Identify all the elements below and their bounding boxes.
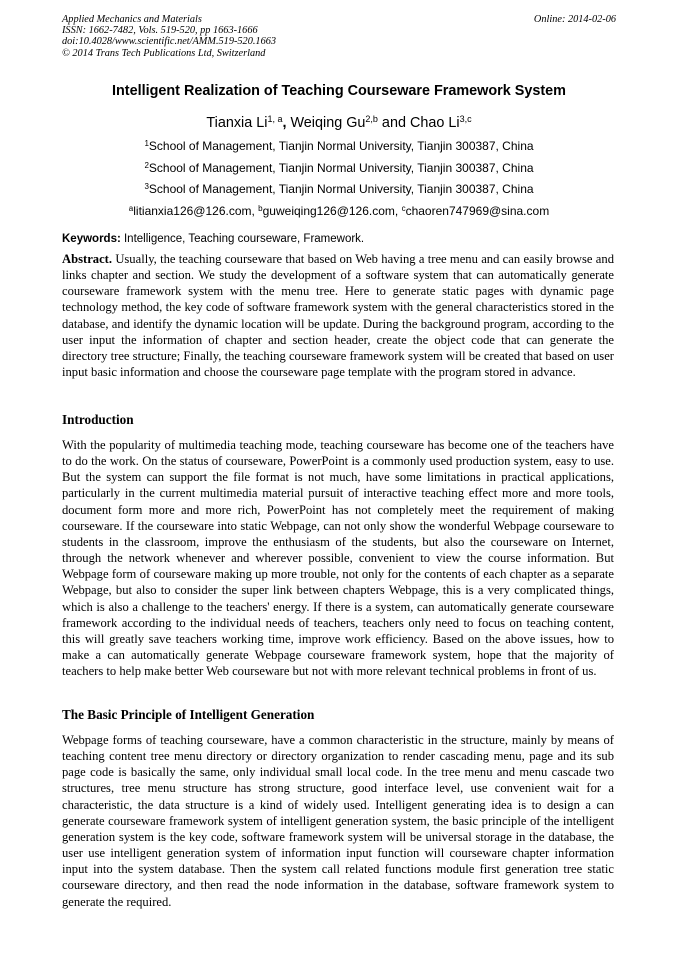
affiliation-sup: 1 <box>144 139 149 148</box>
journal-name: Applied Mechanics and Materials <box>62 14 202 25</box>
keywords-label: Keywords: <box>62 233 121 245</box>
email-separator: , <box>251 204 259 218</box>
email-separator: , <box>394 204 402 218</box>
affiliation-sup: 3 <box>144 182 149 191</box>
email-address[interactable]: chaoren747969@sina.com <box>405 204 550 218</box>
keywords-text: Intelligence, Teaching courseware, Framework. <box>120 233 365 245</box>
author-separator: , <box>282 115 291 131</box>
journal-copyright: © 2014 Trans Tech Publications Ltd, Switzerland <box>62 47 266 59</box>
affiliation <box>62 161 616 175</box>
author-sup: 3,c <box>459 114 472 124</box>
section-body: Webpage forms of teaching courseware, have a common characteristic in the structure, mainly by means of teaching content tree menu directory or directory organization to render cascading menu, page and its sub page code is basically the same, only individual small local code. In the tree menu and menu cascade two structures, tree menu structure has strong structure, good interface level, use convenient wait for a characteristic, the data structure is a kind of widely used. Intelligent generating idea is to design a can generate courseware framework system of intelligent generation system, the basic principle of the intelligent generation system is the key code, software framework system will be universal storage in the database, the user use intelligent generation system of information input function will courseware chapter information input into the system database. Then the system call related functions module first generation tree static courseware directory, and then read the node information in the database, software framework system to generate the required. <box>62 733 614 909</box>
online-date: Online: 2014-02-06 <box>533 14 616 25</box>
author-sup: 1, a <box>267 114 283 124</box>
journal-header <box>62 14 276 59</box>
affiliation-sup: 2 <box>144 161 149 170</box>
author-name: Weiqing Gu <box>290 115 366 131</box>
author-sup: 2,b <box>365 114 378 124</box>
abstract-text: Usually, the teaching courseware that based on Web having a tree menu and can easily browse and links chapter and section. We study the development of a software system that can automatically generate courseware framework system with the menu tree. Here to generate static pages with dynamic page technology method, the key code of software framework system with the general characteristics stored in the database, and identify the dynamic location will be update. During the background program, according to the user input the information of chapter and section header, create the object code that can generate the directory tree structure; Finally, the teaching courseware framework system will be created that based on user input basic information and choose the courseware page template with the program stored in advance. <box>62 252 614 380</box>
author-line <box>62 114 616 132</box>
section-body: With the popularity of multimedia teaching mode, teaching courseware has become one of the teachers have to do the work. On the status of courseware, PowerPoint is a commonly used production system, easy to use. But the system can support the file format is not much, have some limitations in practical applications, particularly in the current multimedia material pursuit of interactive teaching effect more and more tools, document form more and more rich, PowerPoint has not completely meet the requirement of making courseware. If the courseware into static Webpage, can not only show the wonderful Webpage courseware to students in the classroom, improve the enthusiasm of the students, but also the courseware on Internet, through the network whenever and wherever possible, convenient to view the course information. But Webpage form of courseware making up more trouble, not only for the contents of each chapter as a separate Webpage, but also to consider the super link between chapters Webpage, this is a very complicated things, which is also a challenge to the teachers' energy. If there is a system, can automatically generate courseware framework according to the individual needs of teachers, teachers only need to focus on teaching content, this will greatly save teachers working time, improve work efficiency. Based on the above issues, how to make a can automatically generate Webpage courseware framework system, hope that the majority of teachers to help make better Web courseware but not with more relevant technical problems in front of us. <box>62 438 614 679</box>
email-sup: b <box>258 204 263 213</box>
paper-title: Intelligent Realization of Teaching Courseware Framework System <box>112 83 566 99</box>
section-heading: Introduction <box>62 412 134 427</box>
email-sup: c <box>401 204 406 213</box>
journal-issn: ISSN: 1662-7482, Vols. 519-520, pp 1663-1666 <box>62 25 258 37</box>
abstract <box>62 251 614 380</box>
abstract-label: Abstract. <box>62 252 113 266</box>
email-line <box>62 204 616 218</box>
author-name: Tianxia Li <box>206 115 268 131</box>
journal-doi: doi:10.4028/www.scientific.net/AMM.519-520.1663 <box>62 36 277 48</box>
affiliation-text: School of Management, Tianjin Normal University, Tianjin 300387, China <box>148 139 534 153</box>
email-sup: a <box>128 204 134 213</box>
email-address[interactable]: litianxia126@126.com <box>133 204 252 218</box>
affiliation-text: School of Management, Tianjin Normal University, Tianjin 300387, China <box>148 182 534 196</box>
affiliation <box>62 182 616 196</box>
author-name: Chao Li <box>409 115 460 131</box>
author-separator: and <box>377 115 410 131</box>
section-heading: The Basic Principle of Intelligent Generation <box>62 707 315 722</box>
keywords <box>62 232 616 246</box>
email-address[interactable]: guweiqing126@126.com <box>262 204 395 218</box>
affiliation <box>62 139 616 153</box>
affiliation-text: School of Management, Tianjin Normal University, Tianjin 300387, China <box>148 161 534 175</box>
